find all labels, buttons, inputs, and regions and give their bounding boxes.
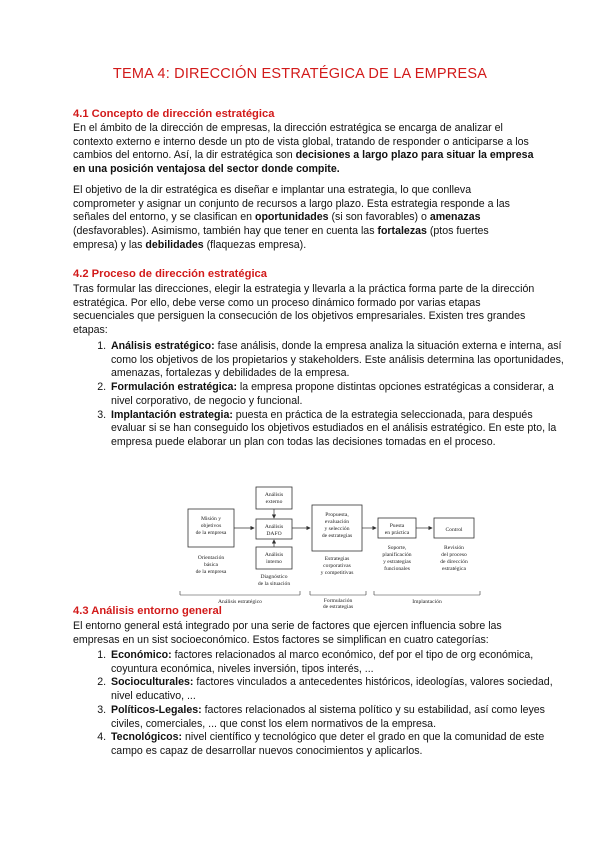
diagram-text: Análisis estratégico [218,599,262,605]
diagram-text: Implantación [412,599,442,605]
list-item-text: fase análisis, donde la empresa analiza la situación externa e interna, así como los objetivos de los propietarios y stakeholders. Este análisis determina las oportunidades, amenazas, fortalezas y debilidades de la empresa. [111,340,564,380]
diagram-text: objetivos [200,523,222,529]
text-run: (desfavorables). Asimismo, también hay que tener en cuenta las [73,225,378,238]
text-run: (ptos fuertes empresa) y las [73,225,489,251]
stages-list [73,340,569,450]
section-heading-4-2: 4.2 Proceso de dirección estratégica [73,268,268,280]
diagram-text: Formulación [323,598,353,604]
text-run: El objetivo de la dir estratégica es diseñar e implantar una estrategia, lo que conlleva comprometer y asignar un conjunto de recursos a largo plazo. Esta estrategia responde a las señales del entorno, y se clasifican en [73,184,510,224]
diagram-text: corporativas [323,563,351,569]
list-item-term: Políticos-Legales: [111,703,202,716]
list-item [109,409,569,450]
diagram-text: y competitivas [320,570,354,576]
diagram-text: en práctica [384,530,410,536]
paragraph-4-2: Tras formular las direcciones, elegir la estrategia y llevarla a la práctica forma parte de la dirección estratégica. Por ello, debe verse como un proceso dinámico formado por varias etapas secuenciales que persiguen la consecución de los objetivos empresariales. Existen tres grandes etapas: [73,283,535,337]
diagram-text: Diagnóstico [260,574,288,580]
list-item-text: factores vinculados a antecedentes históricos, ideologías, valores sociedad, nivel educativo, ... [111,676,553,703]
list-item-text: factores relacionados al marco económico, def por el tipo de org económica, coyuntura económica, niveles inversión, tipos interés, ... [111,649,534,675]
svg-text:Análisisexterno [265,492,283,505]
list-item [109,649,569,676]
svg-text:Soporte,planificacióny estrate [382,545,411,572]
list-item-term: Socioculturales: [111,676,194,689]
bold-run: amenazas [429,211,481,224]
factors-list [73,649,569,759]
svg-text:Diagnósticode la situación [258,574,291,587]
diagram-text: y estrategias [383,559,411,565]
diagram-text: del proceso [441,552,467,558]
diagram-text: básica [204,562,218,568]
text-run: (si son favorables) o [328,211,430,224]
svg-text:Análisisinterno [265,552,283,565]
diagram-text: funcionales [384,566,410,572]
diagram-text: de estrategias [322,604,354,609]
paragraph-4-1-b [73,184,535,253]
paragraph-4-3: El entorno general está integrado por una serie de factores que ejercen influencia sobre las empresas en un sist socioeconómico. Estos factores se simplifican en cuatro categorías: [73,620,502,646]
list-item-term: Análisis estratégico: [111,340,215,352]
diagram-text: Propuesta, [325,512,349,518]
list-item-term: Tecnológicos: [111,731,183,744]
diagram-text: Orientación [197,555,225,561]
page-title: TEMA 4: DIRECCIÓN ESTRATÉGICA DE LA EMPRESA [112,66,488,82]
diagram-text: Análisis [264,552,284,558]
svg-text:Orientaciónbásicade la empresa [196,555,227,575]
diagram-text: Control [445,527,463,533]
diagram-text: Análisis [264,524,284,530]
svg-text:Revisióndel procesode direcció [440,545,468,572]
list-item-term: Económico: [111,649,172,661]
svg-text:Propuesta,evaluacióny selecció [322,512,352,539]
svg-text:Formulaciónde estrategias [323,598,353,609]
list-item-text: factores relacionados al sistema político y su estabilidad, así como leyes civiles, comerciales, ... que const los elem normativos de la empresa. [111,703,545,730]
list-item-text: puesta en práctica de la estrategia seleccionada, para después evaluar si se han conseguido los objetivos estudiados en el análisis estratégico. En este pto, la empresa puede elaborar un plan con todas las decisiones tomadas en el proceso. [111,408,557,448]
text-run: En el ámbito de la dirección de empresas, la dirección estratégica se encarga de analizar el contexto externo e interno desde un pto de vista global, tratando de responder o anticiparse a los cambios del entorno. Así, la dir estratégica son [73,122,529,162]
diagram-text: interno [266,559,282,565]
list-item [109,340,569,381]
section-heading-4-3: 4.3 Análisis entorno general [73,605,222,617]
diagram-text: Análisis [264,492,284,498]
list-item-text: nivel científico y tecnológico que deter el grado en que la comunidad de este campo es capaz de desarrollar nuevos conocimientos y aplicarlos. [111,731,545,757]
bold-run: oportunidades [254,211,329,224]
list-item [109,731,569,758]
svg-text:Estrategiascorporativasy compe [321,556,354,576]
diagram-text: de la situación [257,581,291,587]
section-heading-4-1: 4.1 Concepto de dirección estratégica [73,108,275,120]
bold-run: decisiones a largo plazo para situar la empresa en una posición ventajosa del sector donde compite. [73,149,534,176]
diagram-text: externo [265,499,283,505]
bold-run: debilidades [145,238,204,251]
diagram-text: Puesta [389,523,405,529]
diagram-text: Soporte, [387,545,407,551]
diagram-text: Revisión [444,545,464,551]
list-item-term: Formulación estratégica: [111,381,237,394]
external-analysis-box [256,487,292,509]
svg-text:AnálisisDAFO [265,524,283,537]
list-item [109,381,569,408]
diagram-text: planificación [382,552,412,558]
strategic-process-diagram [176,483,486,609]
diagram-text: DAFO [266,531,282,537]
bold-run: fortalezas [377,225,427,238]
diagram-text: estratégica [442,566,466,572]
diagram-text: Estrategias [324,556,350,562]
diagram-text: de dirección [440,559,468,565]
list-item-text: la empresa propone distintas opciones estratégicas a considerar, a nivel corporativo, de negocio y funcional. [111,381,554,407]
paragraph-4-1-a [73,122,535,177]
diagram-text: de estrategias [321,533,353,539]
internal-analysis-box [256,547,292,569]
diagram-text: evaluación [324,519,350,525]
list-item [109,704,569,731]
diagram-text: y selección [324,526,350,532]
text-run: (flaquezas empresa). [203,238,307,251]
diagram-text: de la empresa [195,530,227,536]
diagram-text: de la empresa [195,569,227,575]
diagram-text: Misión y [200,516,222,522]
list-item-term: Implantación estrategia: [111,408,233,421]
list-item [109,676,569,703]
